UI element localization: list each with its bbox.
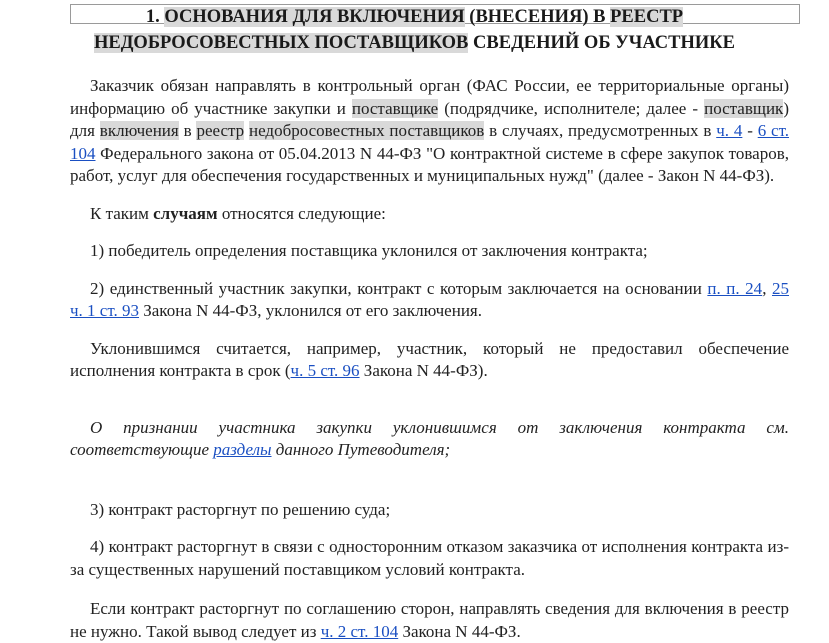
- heading-line-2: [0, 30, 829, 56]
- search-highlight: реестр: [196, 121, 245, 140]
- text: 2) единственный участник закупки, контракт с которым заключается на основании: [90, 278, 708, 298]
- text: данного Путеводителя;: [271, 440, 451, 459]
- search-highlight: недобросовестных поставщиков: [249, 121, 485, 140]
- bold-term: случаям: [153, 203, 218, 223]
- heading-text: СВЕДЕНИЙ ОБ УЧАСТНИКЕ: [468, 33, 736, 53]
- law-link-25-ch1-st93[interactable]: 25 ч. 1 ст. 93: [70, 278, 789, 320]
- text: О признании участника закупки уклонившимся от заключения контракта см. соответствующие: [70, 417, 789, 459]
- heading-highlight: РЕЕСТР: [610, 7, 684, 27]
- text: относятся следующие:: [217, 203, 386, 223]
- paragraph-mutual-termination: [70, 598, 789, 643]
- heading-highlight: НЕДОБРОСОВЕСТНЫХ ПОСТАВЩИКОВ: [93, 33, 469, 53]
- text: Закона N 44-ФЗ, уклонился от его заключения.: [139, 301, 482, 320]
- document-body: [70, 75, 789, 643]
- heading-line-1: [0, 4, 829, 30]
- text: ,: [762, 278, 772, 298]
- case-3: 3) контракт расторгнут по решению суда;: [90, 499, 391, 519]
- text: Закона N 44-ФЗ).: [359, 361, 488, 380]
- paragraph-intro: [70, 75, 789, 188]
- heading-number: 1.: [145, 7, 165, 27]
- heading-highlight: ОСНОВАНИЯ ДЛЯ ВКЛЮЧЕНИЯ: [164, 7, 465, 27]
- text: (подрядчике, исполнителе; далее -: [438, 98, 705, 118]
- text: К таким: [90, 203, 154, 223]
- search-highlight: поставщике: [351, 98, 439, 118]
- paragraph-cases-intro: [70, 203, 789, 226]
- text: в случаях, предусмотренных в: [484, 121, 717, 140]
- text: Заказчик обязан направлять в контрольный орган (ФАС России, ее территориальные органы) информацию об участнике закупки и: [70, 76, 789, 118]
- heading-text: (ВНЕСЕНИЯ) В: [464, 7, 611, 27]
- case-2: [70, 278, 789, 323]
- law-link-pp24[interactable]: п. п. 24: [707, 278, 763, 298]
- text: Федерального закона от 05.04.2013 N 44-ФЗ "О контрактной системе в сфере закупок товаров, работ, услуг для обеспечения государственных и муниципальных нужд" (далее - Закон N 44-ФЗ).: [70, 143, 789, 185]
- law-link-ch2-st104[interactable]: ч. 2 ст. 104: [320, 621, 399, 641]
- case-1: 1) победитель определения поставщика уклонился от заключения контракта;: [90, 241, 648, 260]
- text: Если контракт расторгнут по соглашению сторон, направлять сведения для включения в реестр не нужно. Такой вывод следует из: [70, 599, 789, 641]
- search-highlight: поставщик: [704, 98, 784, 118]
- section-heading: [0, 4, 829, 56]
- law-link-6-st104[interactable]: 6 ст. 104: [70, 121, 789, 163]
- paragraph-evasion: [70, 338, 789, 383]
- text: Уклонившимся считается, например, участник, который не предоставил обеспечение исполнения контракта в срок (: [70, 338, 789, 380]
- text: Закона N 44-ФЗ.: [398, 621, 521, 641]
- law-link-ch5-st96[interactable]: ч. 5 ст. 96: [290, 361, 360, 380]
- text: ) для: [70, 98, 789, 140]
- paragraph-guide-note: [70, 417, 789, 462]
- guide-sections-link[interactable]: разделы: [213, 440, 272, 459]
- law-link-ch4[interactable]: ч. 4: [716, 121, 743, 140]
- case-4: 4) контракт расторгнут в связи с односторонним отказом заказчика от исполнения контракта из-за существенных нарушений поставщиком условий контракта.: [70, 537, 789, 579]
- text: -: [742, 121, 758, 140]
- text: в: [178, 121, 197, 140]
- search-highlight: включения: [99, 121, 179, 140]
